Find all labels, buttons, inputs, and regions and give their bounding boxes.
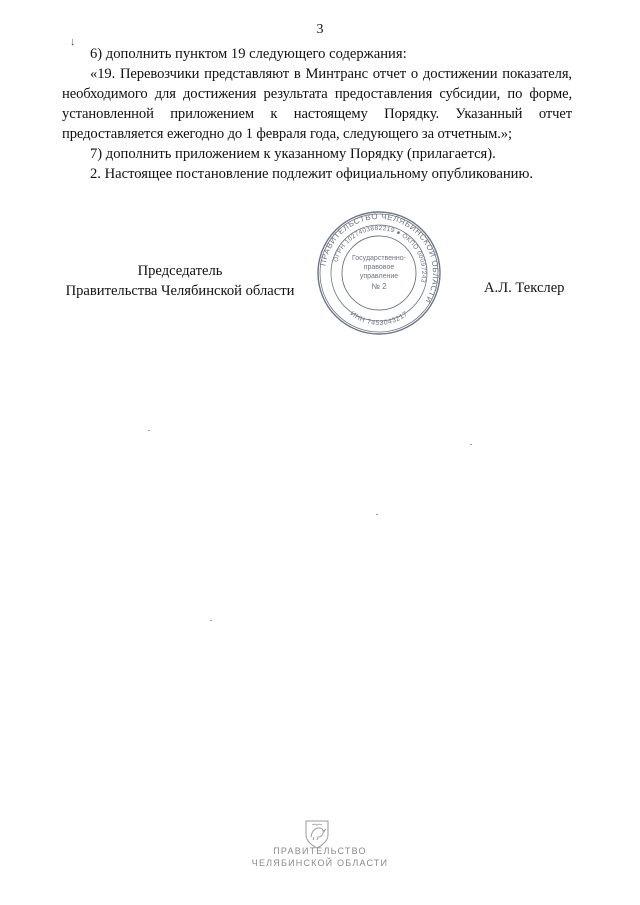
paragraph-item-19: «19. Перевозчики представляют в Минтранс отчет о достижении показателя, необходимого для достижения результата предоставления субсидии, по форме, установленной приложением к настоящему Порядку. Указанный отчет предоставляется ежегодно до 1 февраля года, следующего за отчетным.»;: [62, 66, 572, 142]
paragraph-item-2: 2. Настоящее постановление подлежит официальному опубликованию.: [90, 166, 534, 182]
seal-center-line3: управление: [359, 273, 399, 280]
seal-inner-ring-text: ОГРН 1027403882219 ● ОКПО 00097243: [332, 224, 428, 284]
page-number: 3: [316, 22, 324, 37]
document-body: [62, 44, 572, 184]
signatory-name: А.Л. Текслер: [484, 280, 565, 296]
seal-center-line1: Государственно-: [351, 255, 407, 262]
seal-center-line4: № 2: [371, 282, 387, 291]
scan-speck: [210, 620, 212, 621]
paragraph-item-7: 7) дополнить приложением к указанному Порядку (прилагается).: [90, 146, 496, 162]
scan-speck: [470, 444, 472, 445]
signatory-title-line1: Председатель: [137, 263, 223, 279]
official-seal-stamp: [316, 210, 442, 336]
signatory-title-line2: Правительства Челябинской области: [65, 283, 295, 299]
stray-mark: ↓: [70, 36, 76, 48]
footer-line1: ПРАВИТЕЛЬСТВО: [273, 846, 367, 856]
footer-line2: ЧЕЛЯБИНСКОЙ ОБЛАСТИ: [251, 858, 389, 868]
scan-speck: [148, 430, 150, 431]
seal-center-line2: правовое: [363, 264, 395, 271]
svg-text:ИНН 7453043217: [349, 310, 410, 327]
seal-bottom-text: ИНН 7453043217: [348, 310, 410, 328]
paragraph-item-6: 6) дополнить пунктом 19 следующего содержания:: [90, 46, 407, 62]
scan-speck: [376, 514, 378, 515]
signatory-title: [60, 261, 300, 301]
seal-outer-ring-text: ПРАВИТЕЛЬСТВО ЧЕЛЯБИНСКОЙ ОБЛАСТИ: [318, 211, 441, 305]
